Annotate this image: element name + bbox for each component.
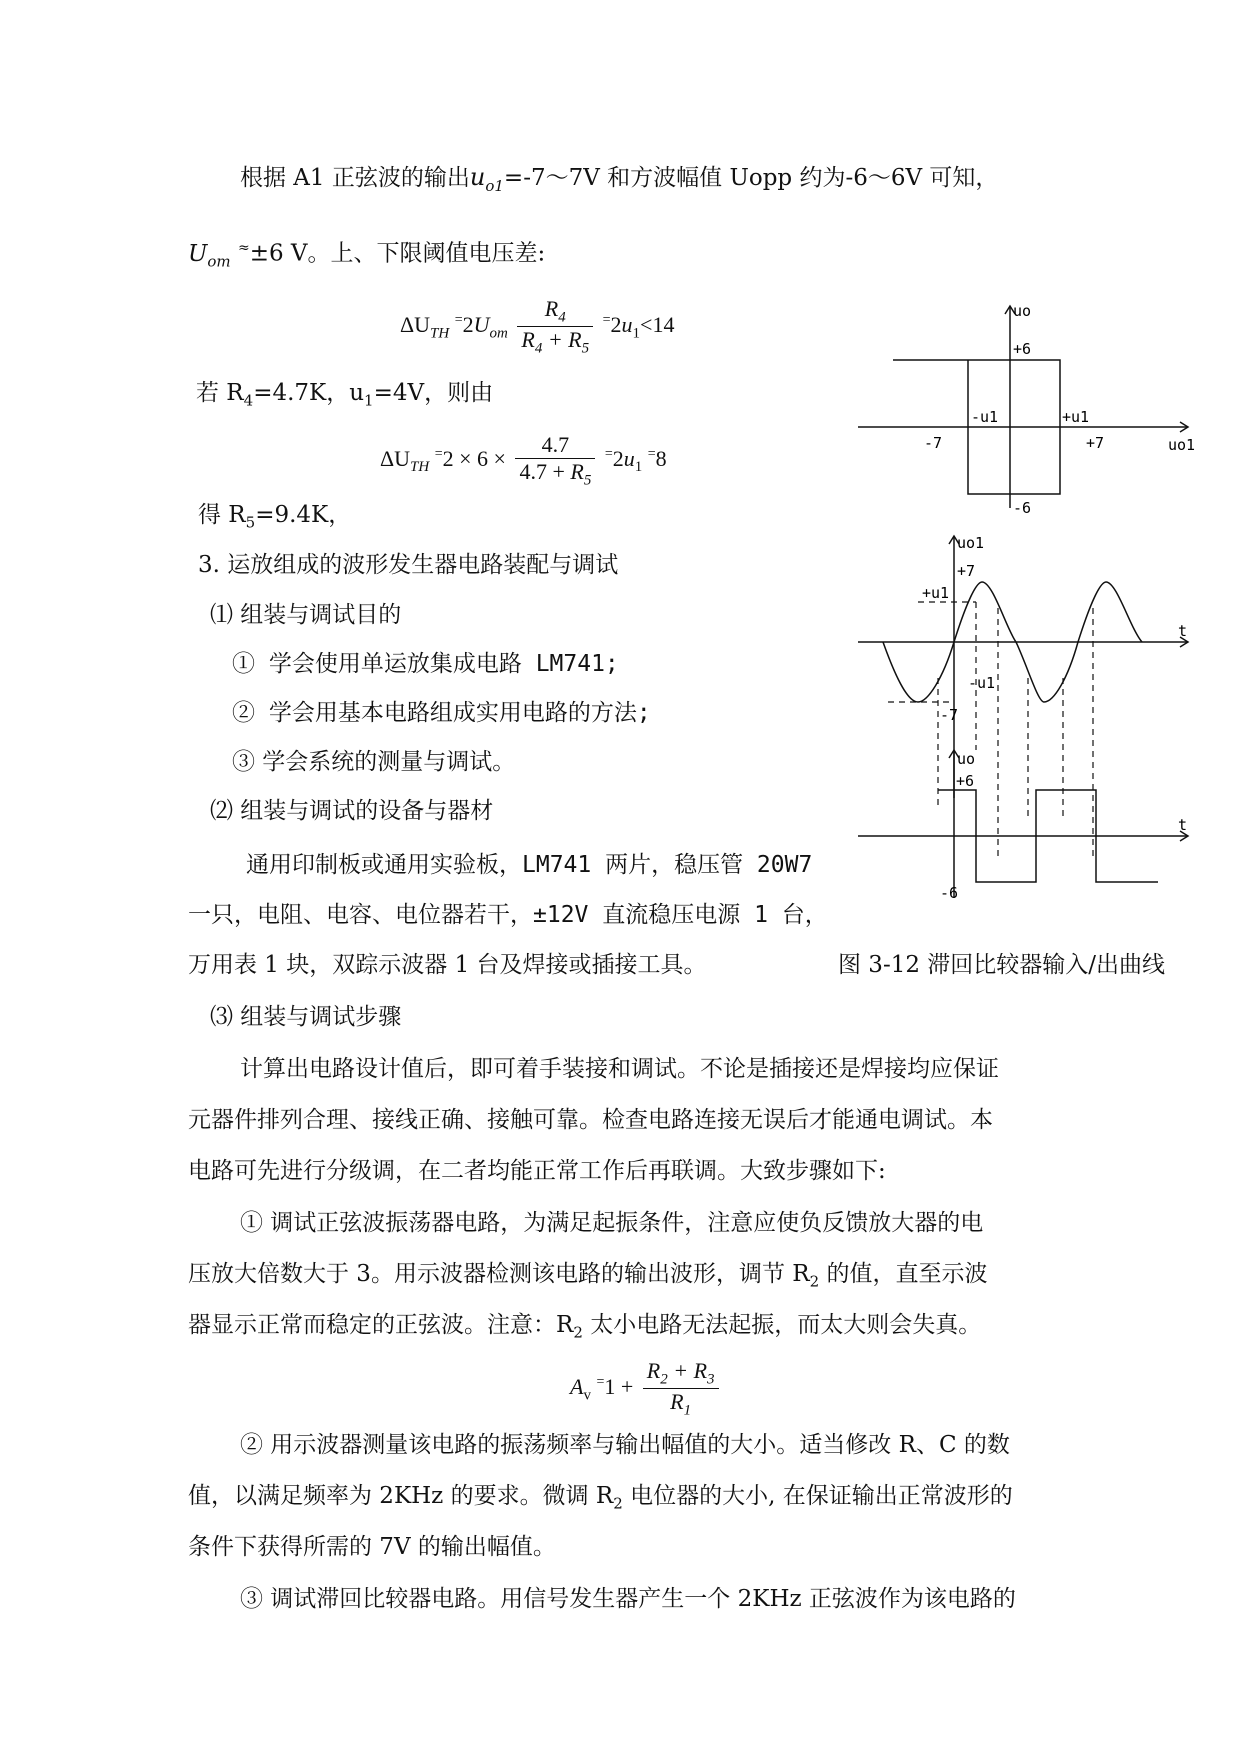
- intro-text-c: ±6 V。上、下限阈值电压差:: [249, 240, 546, 267]
- line-r4: 若 $R_4=4.7K$，$u_1=4V$，则由: [196, 380, 494, 410]
- eq1-delta-u: ΔU: [400, 311, 431, 337]
- eq2-fraction: $\frac{4.7}{4.7 + R_5}$: [515, 432, 595, 489]
- para-steps-3: 电路可先进行分级调，在二者均能正常工作后再联调。大致步骤如下:: [188, 1158, 886, 1184]
- para-steps-2: 元器件排列合理、接线正确、接触可靠。检查电路连接无误后才能通电调试。本: [188, 1107, 993, 1133]
- eq1-eq: =: [454, 312, 463, 328]
- subheading-purpose: ⑴ 组装与调试目的: [210, 602, 402, 628]
- para-intro-line2: [188, 233, 545, 276]
- intro-text-b: =-7～7V 和方波幅值 Uopp 约为-6～6V 可知，: [503, 165, 999, 191]
- mid-pu1: +u1: [922, 584, 950, 602]
- sine-plot: [858, 536, 1188, 798]
- step2-line3: 条件下获得所需的 7V 的输出幅值。: [188, 1534, 556, 1560]
- step1-line3: 器显示正常而稳定的正弦波。注意：$R_2$ 太小电路无法起振，而太大则会失真。: [188, 1312, 982, 1342]
- mid-m7: -7: [940, 706, 959, 724]
- list-item-3: ③ 学会系统的测量与调试。: [232, 749, 516, 775]
- top-ylabel: uo: [1013, 302, 1032, 320]
- bot-p6: +6: [956, 772, 975, 790]
- var-uom: $U_{om}$: [188, 240, 231, 271]
- equation-gain: $A_v$ =1 + $\frac{R_2 + R_3}{R_1}$: [570, 1358, 723, 1420]
- list-item-2: ② 学会用基本电路组成实用电路的方法;: [232, 700, 651, 726]
- line-r5: 得 $R_5=9.4K$，: [198, 502, 352, 532]
- eq2-tail: 8: [655, 445, 667, 471]
- eq3-fraction: $\frac{R_2 + R_3}{R_1}$: [643, 1358, 719, 1420]
- eq2-mid: 2 × 6 ×: [442, 445, 506, 471]
- approx-sym: ≈: [237, 240, 250, 256]
- eq1-tail: <14: [640, 311, 675, 337]
- top-m7: -7: [924, 434, 943, 452]
- mid-mu1: -u1: [968, 674, 996, 692]
- step1-line1: ① 调试正弦波振荡器电路，为满足起振条件，注意应使负反馈放大器的电: [240, 1210, 984, 1236]
- equipment-line-2: 一只，电阻、电容、电位器若干，±12V 直流稳压电源 1 台，: [188, 902, 828, 928]
- top-p6: +6: [1013, 340, 1032, 358]
- step2-line2: 值，以满足频率为 2KHz 的要求。微调 $R_2$ 电位器的大小, 在保证输出正常波形的: [188, 1483, 1013, 1513]
- bot-m6: -6: [940, 884, 959, 902]
- para-steps-1: 计算出电路设计值后，即可着手装接和调试。不论是插接还是焊接均应保证: [240, 1056, 999, 1082]
- subheading-steps: ⑶ 组装与调试步骤: [210, 1004, 402, 1030]
- hysteresis-figure: [858, 298, 1218, 918]
- equipment-line-3: 万用表 1 块，双踪示波器 1 台及焊接或插接工具。: [188, 952, 707, 978]
- mid-p7: +7: [957, 562, 976, 580]
- bot-t: t: [1178, 816, 1188, 834]
- mid-ylabel: uo1: [957, 534, 985, 552]
- list-item-1: ① 学会使用单运放集成电路 LM741;: [232, 651, 619, 677]
- top-m6: -6: [1013, 499, 1032, 517]
- para-intro-line1: [240, 162, 998, 201]
- mid-t: t: [1178, 622, 1188, 640]
- guide-lines: [888, 602, 1093, 858]
- top-mu1: -u1: [971, 408, 999, 426]
- top-p7: +7: [1086, 434, 1105, 452]
- transfer-curve: [858, 306, 1188, 508]
- square-plot: [858, 750, 1188, 898]
- var-uo1: $u_{o1}$: [469, 163, 504, 195]
- top-pu1: +u1: [1062, 408, 1090, 426]
- figure-caption: 图 3-12 滞回比较器输入/出曲线: [838, 952, 1166, 978]
- step2-line1: ② 用示波器测量该电路的振荡频率与输出幅值的大小。适当修改 R、C 的数: [240, 1432, 1010, 1458]
- equation-threshold: $\Delta U_{TH}$ $^=2U_{om}$ $\frac{R_4}{R_4 + R_5}$ $^=2u_1<14$: [400, 296, 675, 357]
- equipment-line-1: 通用印制板或通用实验板，LM741 两片，稳压管 20W7: [246, 852, 813, 878]
- bot-ylabel: uo: [957, 750, 976, 768]
- top-xlabel: uo1: [1168, 436, 1196, 454]
- equation-calc: $\Delta U_{TH}$ =2 × 6 × $\frac{4.7}{4.7 + R_5}$ $^=2u_1$ =8: [380, 432, 667, 489]
- intro-text-a: 根据 A1 正弦波的输出: [240, 165, 470, 191]
- eq1-fraction: $\frac{R_4}{R_4 + R_5}$: [517, 296, 593, 358]
- step3-line1: ③ 调试滞回比较器电路。用信号发生器产生一个 2KHz 正弦波作为该电路的: [240, 1586, 1016, 1612]
- subheading-equipment: ⑵ 组装与调试的设备与器材: [210, 798, 494, 824]
- section-heading-3: 3. 运放组成的波形发生器电路装配与调试: [198, 552, 619, 578]
- step1-line2: 压放大倍数大于 3。用示波器检测该电路的输出波形，调节 $R_2$ 的值，直至示波: [188, 1261, 988, 1291]
